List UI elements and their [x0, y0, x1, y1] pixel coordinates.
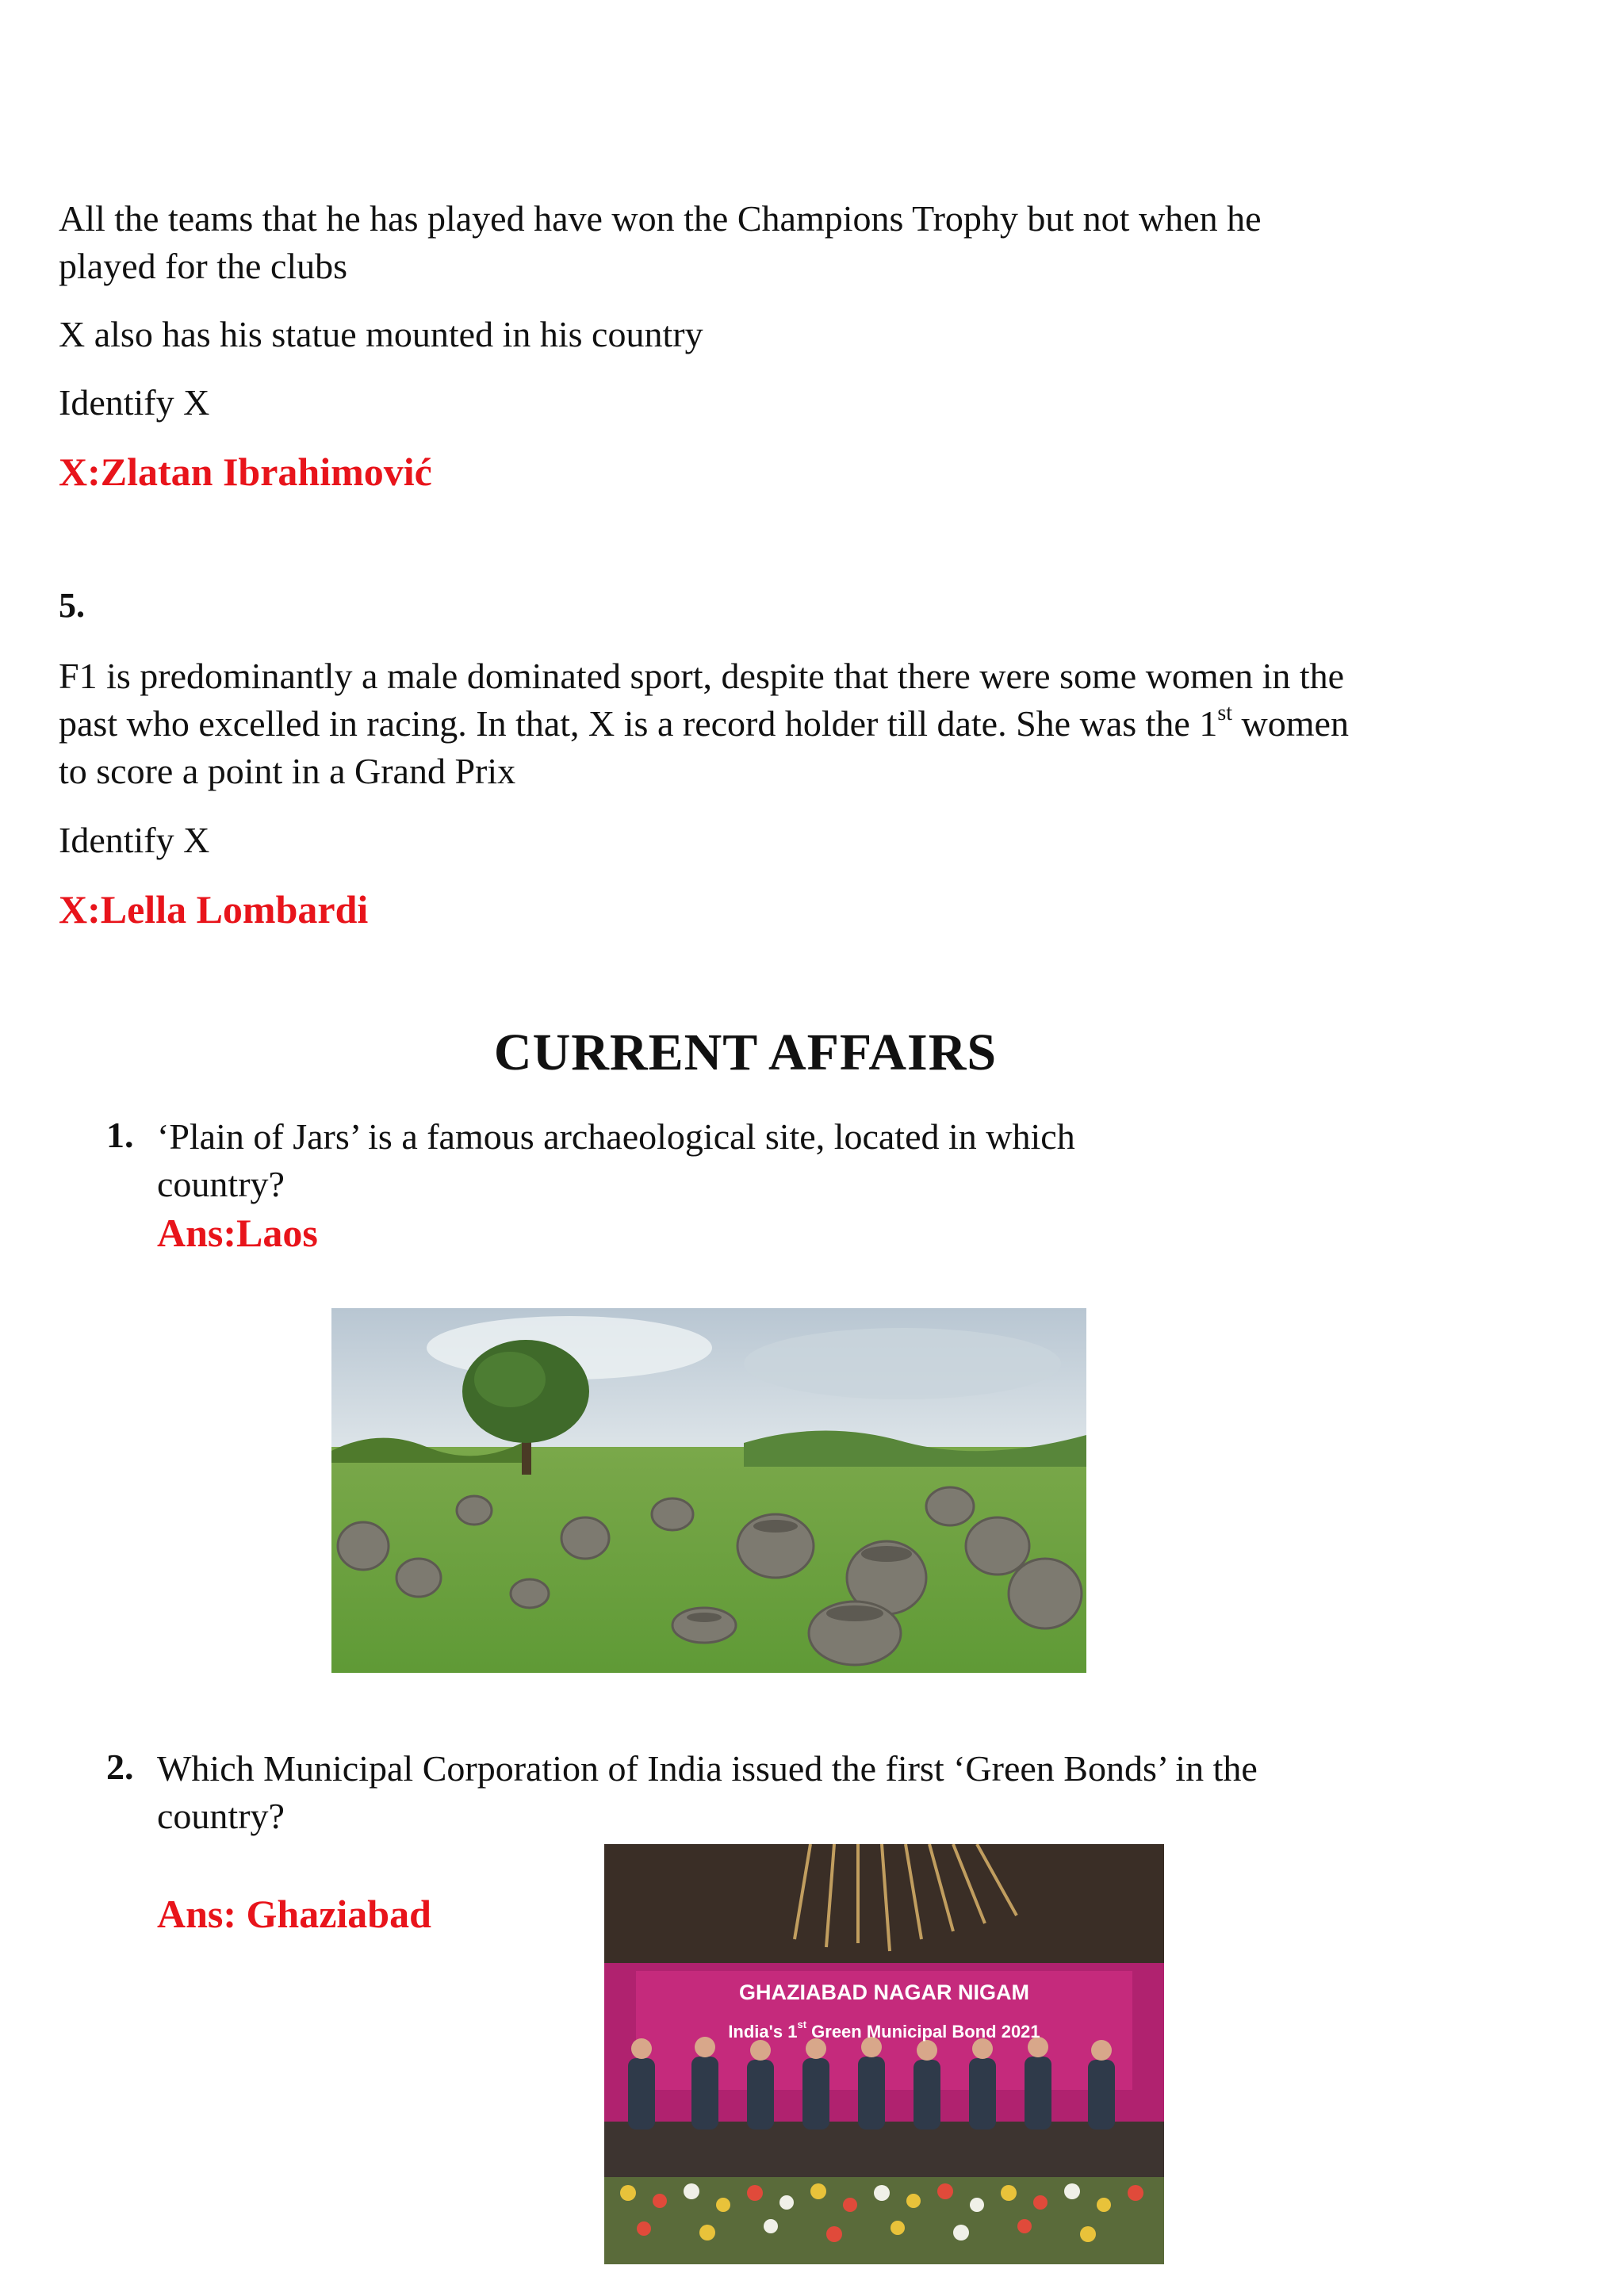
ca-item-2-line-1: Which Municipal Corporation of India issued the first ‘Green Bonds’ in the	[157, 1748, 1258, 1789]
ca-item-2-number: 2.	[106, 1747, 134, 1787]
q5-text-line-2	[59, 700, 1349, 748]
event-banner-subtitle-main: India's 1	[728, 2022, 798, 2042]
q4-identify: Identify X	[59, 382, 210, 423]
q5-identify: Identify X	[59, 820, 210, 860]
q4-text-line-1: All the teams that he has played have won the Champions Trophy but not when he	[59, 198, 1262, 239]
q4-text-line-3: X also has his statue mounted in his country	[59, 314, 703, 354]
q5-answer: X:Lella Lombardi	[59, 887, 369, 932]
q5-number: 5.	[59, 586, 85, 625]
ghaziabad-event-photo	[604, 1844, 1164, 2264]
ca-item-1-line-1: ‘Plain of Jars’ is a famous archaeological site, located in which	[157, 1116, 1075, 1157]
q5-text-line-3: to score a point in a Grand Prix	[59, 751, 516, 791]
event-banner-subtitle	[604, 2018, 1164, 2042]
current-affairs-heading: CURRENT AFFAIRS	[493, 1024, 998, 1081]
plain-of-jars-photo	[331, 1308, 1086, 1673]
q5-text-line-1: F1 is predominantly a male dominated sport, despite that there were some women in the	[59, 656, 1345, 696]
event-banner-superscript: st	[797, 2018, 807, 2030]
event-banner-title: GHAZIABAD NAGAR NIGAM	[739, 1980, 1029, 2004]
q4-answer: X:Zlatan Ibrahimović	[59, 450, 432, 494]
ca-item-1-line-2: country?	[157, 1164, 285, 1204]
q5-text-line-2-end: women	[1232, 703, 1349, 744]
ca-item-1-number: 1.	[106, 1115, 134, 1155]
plain-of-jars-illustration	[331, 1308, 1086, 1673]
q5-superscript: st	[1217, 700, 1233, 725]
q4-text-line-2: played for the clubs	[59, 246, 348, 286]
q5-text-line-2-main: past who excelled in racing. In that, X is a record holder till date. She was the 1	[59, 703, 1218, 744]
event-stage-illustration	[604, 1844, 1164, 2264]
event-banner-subtitle-end: Green Municipal Bond 2021	[806, 2022, 1040, 2042]
ca-item-1-answer: Ans:Laos	[157, 1211, 318, 1255]
ca-item-2-answer: Ans: Ghaziabad	[157, 1892, 431, 1936]
ca-item-2-line-2: country?	[157, 1796, 285, 1836]
